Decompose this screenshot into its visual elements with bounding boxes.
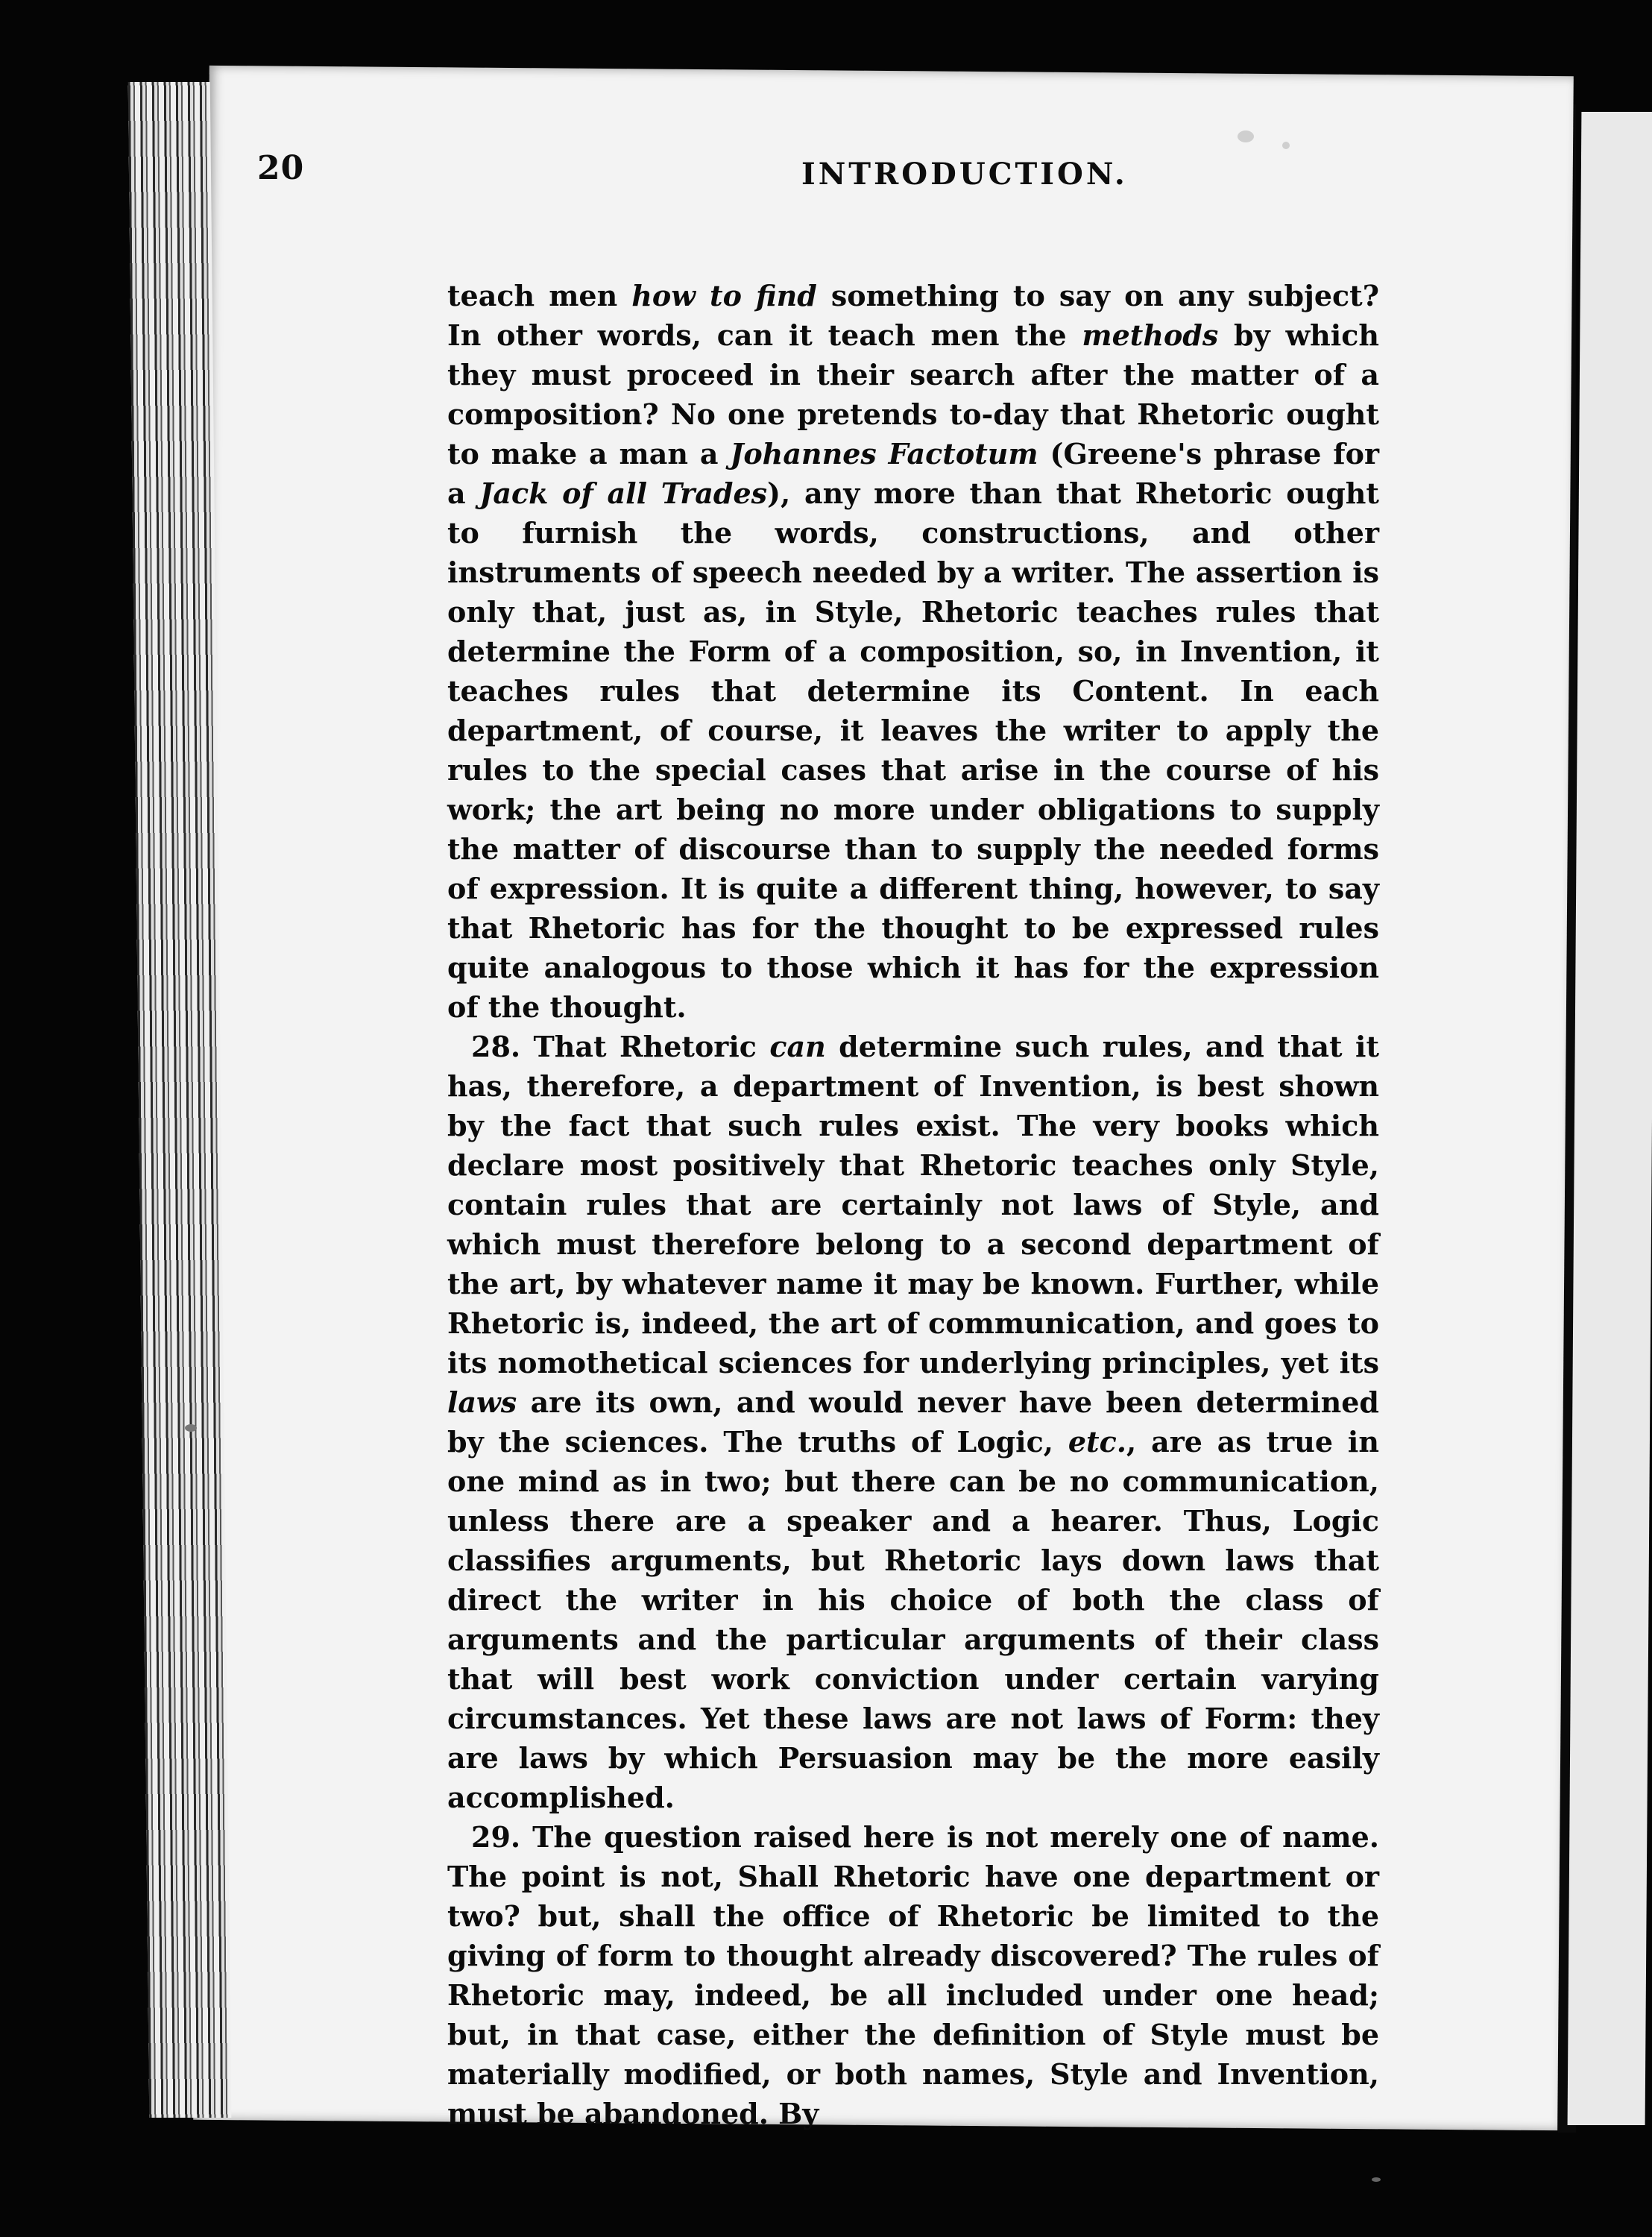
running-head: INTRODUCTION. — [801, 157, 1128, 192]
body-text — [447, 276, 1379, 2133]
text-run: by which they must proceed in their search after the matter of a composition? No one pretends to-day that Rhetoric ought to make a man a — [447, 318, 1379, 471]
page-header — [257, 149, 1375, 209]
text-run: are its own, and would never have been determined by the sciences. The truths of Logic, — [447, 1385, 1379, 1459]
text-run: , are as true in one mind as in two; but there can be no communication, unless there are a speaker and a hearer. Thus, Logic classifies arguments, but Rhetoric lays down laws that direct the writer in his choice of both the class of arguments and the particular arguments of their class that will best work conviction under certain varying circumstances. Yet these laws are not laws of Form: they are laws by which Persuasion may be the more easily accomplished. — [447, 1425, 1379, 1814]
text-run-italic: Jack of all Trades — [479, 476, 768, 510]
text-run-italic: methods — [1082, 318, 1219, 352]
scan-speck — [1238, 130, 1254, 142]
text-run-italic: how to find — [631, 279, 817, 312]
text-run-italic: can — [769, 1030, 826, 1063]
text-run-italic: etc. — [1068, 1425, 1126, 1459]
paragraph — [447, 276, 1379, 1027]
text-run: determine such rules, and that it has, therefore, a department of Invention, is best shown by the fact that such rules exist. The very books which declare most positively that Rhetoric teaches only Style, contain rules that are certainly not laws of Style, and which must therefore belong to a second department of the art, by whatever name it may be known. Further, while Rhetoric is, indeed, the art of communication, and goes to its nomothetical sciences for underlying principles, yet its — [447, 1030, 1379, 1379]
scan-speck — [1372, 2177, 1381, 2182]
scan-speck — [1282, 142, 1290, 149]
text-run: 29. The question raised here is not merely one of name. The point is not, Shall Rhetoric have one department or two? but, shall the office of Rhetoric be limited to the giving of form to thought already discovered? The rules of Rhetoric may, indeed, be all included under one head; but, in that case, either the definition of Style must be materially modified, or both names, Style and Invention, must be abandoned. By — [447, 1820, 1379, 2130]
text-run: something to say on any subject? In other words, can it teach men the — [447, 279, 1379, 352]
text-run-italic: Johannes Factotum — [730, 437, 1038, 471]
text-run: ), any more than that Rhetoric ought to furnish the words, constructions, and other instruments of speech needed by a writer. The assertion is only that, just as, in Style, Rhetoric teaches rules that determine the Form of a composition, so, in Invention, it teaches rules that determine its Content. In each department, of course, it leaves the writer to apply the rules to the special cases that arise in the course of his work; the art being no more under obligations to supply the matter of discourse than to supply the needed forms of expression. It is quite a different thing, however, to say that Rhetoric has for the thought to be expressed rules quite analogous to those which it has for the expression of the thought. — [447, 476, 1379, 1024]
text-run: teach men — [447, 279, 632, 312]
text-run: 28. That Rhetoric — [471, 1030, 770, 1063]
scan-speck — [185, 1424, 197, 1432]
page-number: 20 — [257, 149, 305, 187]
paragraph-29 — [447, 1817, 1379, 2133]
text-run-italic: laws — [447, 1385, 517, 1419]
facing-page-edge — [1568, 112, 1652, 2125]
text-run: (Greene's phrase for a — [447, 437, 1380, 510]
paragraph-28 — [447, 1027, 1379, 1817]
